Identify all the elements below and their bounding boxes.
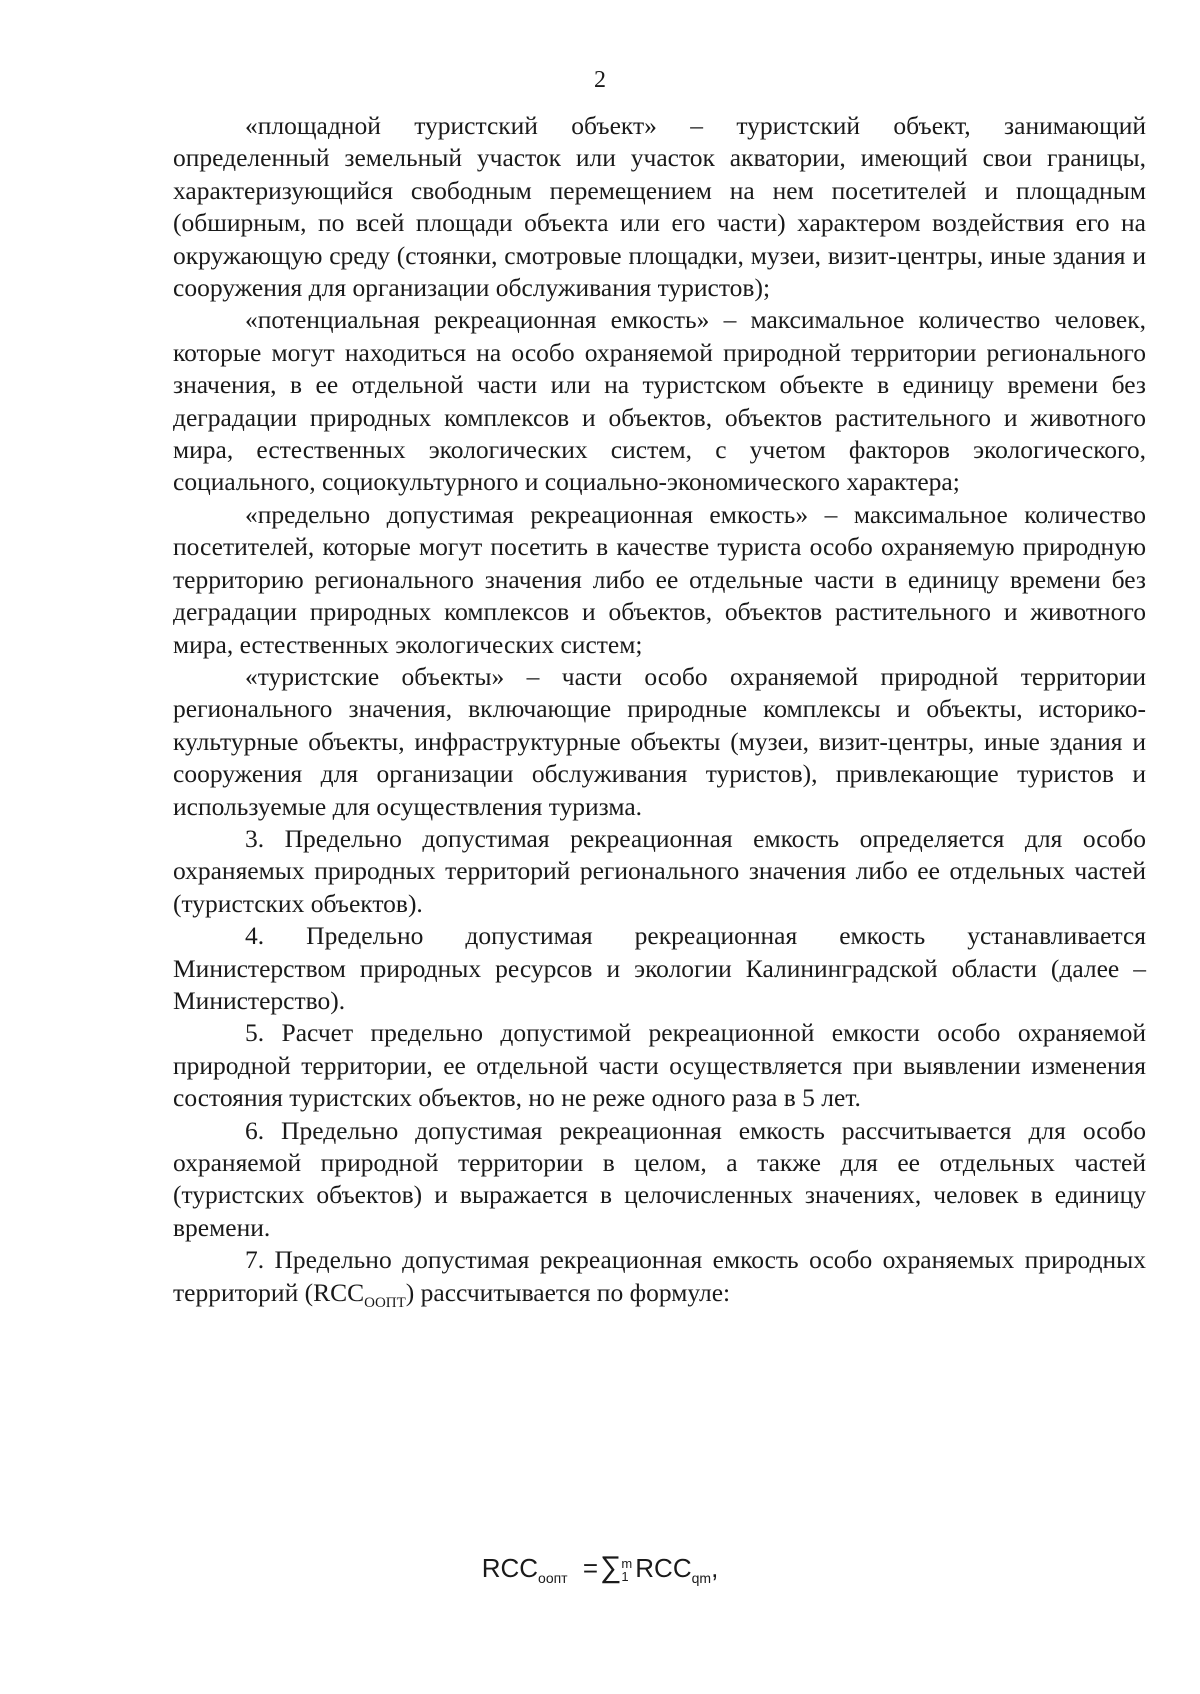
paragraph-item-7-tail: ) рассчитывается по формуле: bbox=[405, 1277, 731, 1307]
paragraph-item-7-subscript: ООПТ bbox=[364, 1294, 406, 1311]
formula-rhs: RCC bbox=[635, 1553, 692, 1583]
page-number: 2 bbox=[594, 67, 606, 93]
paragraph-area-tourist-object: «площадной туристский объект» – туристский объект, занимающий определенный земельный участок или участок акватории, имеющий свои границы, характеризующийся свободным перемещением на нем посетителей и площадным (обширным, по всей площади объекта или его части) характером воздействия его на окружающую среду (стоянки, смотровые площадки, музеи, визит-центры, иные здания и сооружения для организации обслуживания туристов); bbox=[173, 111, 1146, 303]
paragraph-max-allowed-capacity: «предельно допустимая рекреационная емкость» – максимальное количество посетителей, которые могут посетить в качестве туриста особо охраняемую природную территорию регионального значения либо ее отдельные части в единицу времени без деградации природных комплексов и объектов, объектов растительного и животного мира, естественных экологических систем; bbox=[173, 499, 1146, 659]
formula-lhs: RCC bbox=[481, 1553, 539, 1583]
formula-comma: , bbox=[711, 1553, 719, 1583]
sum-limits bbox=[621, 1557, 632, 1583]
paragraph-item-4: 4. Предельно допустимая рекреационная емкость устанавливается Министерством природных ресурсов и экологии Калининградской области (далее – Министерство). bbox=[173, 921, 1146, 1015]
paragraph-item-6: 6. Предельно допустимая рекреационная емкость рассчитывается для особо охраняемой природной территории в целом, а также для ее отдельных частей (туристских объектов) и выражается в целочисленных значениях, человек в единицу времени. bbox=[173, 1115, 1146, 1242]
sum-upper-limit: m bbox=[621, 1556, 633, 1572]
sum-symbol: ∑ bbox=[600, 1551, 622, 1584]
sum-lower-limit: 1 bbox=[621, 1569, 629, 1585]
formula-lhs-subscript: оопт bbox=[538, 1570, 568, 1586]
formula-rhs-subscript: qm bbox=[691, 1570, 712, 1586]
paragraph-tourist-objects: «туристские объекты» – части особо охраняемой природной территории регионального значения, включающие природные комплексы и объекты, историко-культурные объекты, инфраструктурные объекты (музеи, визит-центры, иные здания и сооружения для организации обслуживания туристов), привлекающие туристов и используемые для осуществления туризма. bbox=[173, 661, 1146, 821]
capacity-formula bbox=[0, 1548, 1200, 1598]
paragraph-item-7 bbox=[173, 1244, 1146, 1319]
paragraph-item-5: 5. Расчет предельно допустимой рекреационной емкости особо охраняемой природной территории, ее отдельной части осуществляется при выявлении изменения состояния туристских объектов, но не реже одного раза в 5 лет. bbox=[173, 1018, 1146, 1113]
paragraph-potential-capacity: «потенциальная рекреационная емкость» – максимальное количество человек, которые могут находиться на особо охраняемой природной территории регионального значения, в ее отдельной части или на туристском объекте в единицу времени без деградации природных комплексов и объектов, объектов растительного и животного мира, естественных экологических систем, с учетом факторов экологического, социального, социокультурного и социально-экономического характера; bbox=[173, 305, 1146, 497]
formula-equals: = bbox=[582, 1553, 599, 1583]
paragraph-item-3: 3. Предельно допустимая рекреационная емкость определяется для особо охраняемых природных территорий регионального значения либо ее отдельных частей (туристских объектов). bbox=[173, 823, 1146, 918]
paragraph-item-7-text: 7. Предельно допустимая рекреационная емкость особо охраняемых природных территорий (RCC bbox=[173, 1245, 1146, 1307]
document-body bbox=[173, 110, 1146, 1319]
